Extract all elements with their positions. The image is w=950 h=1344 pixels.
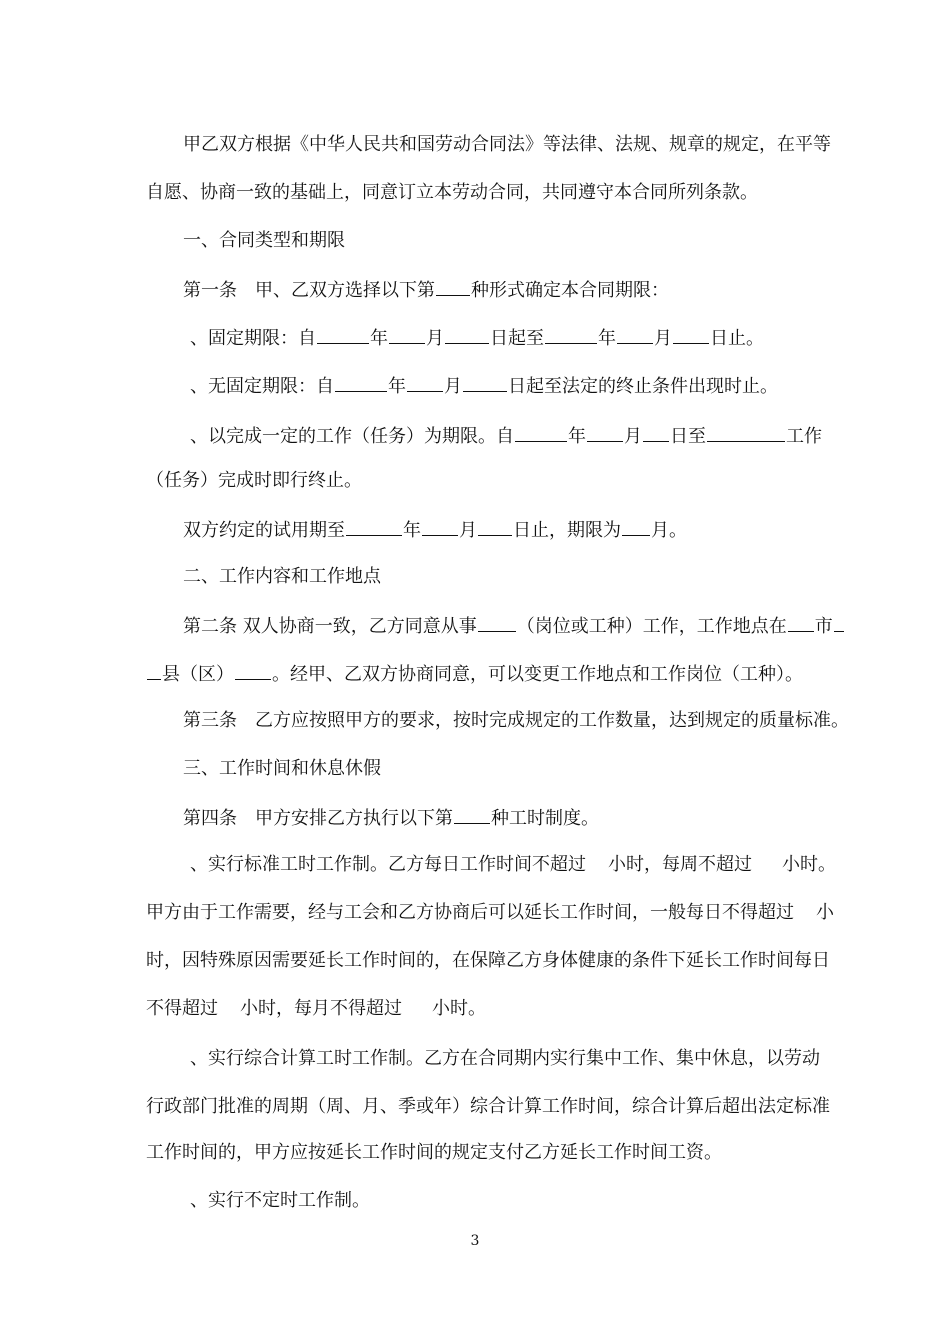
text: 第一条 甲、乙双方选择以下第 <box>183 280 435 301</box>
text: 小时，每月不得超过 <box>240 998 402 1019</box>
blank-field <box>147 662 161 680</box>
blank-field <box>478 518 512 536</box>
blank-field <box>478 614 516 632</box>
text: 第四条 甲方安排乙方执行以下第 <box>183 808 453 829</box>
text: 日起至法定的终止条件出现时止。 <box>508 376 778 397</box>
standard-hours-line-4 <box>146 998 486 1020</box>
text: 、固定期限：自 <box>190 328 316 349</box>
blank-field <box>454 806 490 824</box>
blank-field <box>445 326 489 344</box>
blank-field <box>389 326 425 344</box>
text: 、实行不定时工作制。 <box>190 1190 370 1211</box>
text: 月。 <box>651 520 687 541</box>
blank-field <box>643 424 669 442</box>
heading-text: 二、工作内容和工作地点 <box>183 566 381 587</box>
standard-hours-line-3 <box>146 950 830 972</box>
option-fixed-term <box>190 326 764 350</box>
text: 工作时间的，甲方应按延长工作时间的规定支付乙方延长工作时间工资。 <box>146 1142 722 1163</box>
text: 市 <box>814 616 833 637</box>
text: 年 <box>568 426 586 447</box>
text: 县（区） <box>162 664 234 685</box>
text: 日起至 <box>490 328 544 349</box>
comprehensive-hours-line-1 <box>190 1048 820 1070</box>
text: 小时。 <box>432 998 486 1019</box>
text: 月 <box>624 426 642 447</box>
text: 甲方由于工作需要，经与工会和乙方协商后可以延长工作时间，一般每日不得超过 <box>146 902 794 923</box>
text: 不得超过 <box>146 998 218 1019</box>
article-2-line-2 <box>146 662 803 686</box>
text: 月 <box>444 376 462 397</box>
blank-field <box>707 424 785 442</box>
blank-field <box>346 518 402 536</box>
text: 年 <box>403 520 421 541</box>
text: 月 <box>459 520 477 541</box>
standard-hours-line-2 <box>146 902 834 924</box>
text: 自愿、协商一致的基础上，同意订立本劳动合同，共同遵守本合同所列条款。 <box>146 182 758 203</box>
article-2 <box>183 614 845 638</box>
blank-field <box>788 614 814 632</box>
text: 月 <box>426 328 444 349</box>
text: 小 <box>816 902 834 923</box>
standard-hours-line-1 <box>190 854 836 876</box>
option-task-based-line-2 <box>146 470 362 492</box>
option-open-ended <box>190 374 778 398</box>
text: 第三条 乙方应按照甲方的要求，按时完成规定的工作数量，达到规定的质量标准。 <box>183 710 849 731</box>
blank-field <box>673 326 709 344</box>
blank-field <box>235 662 271 680</box>
blank-field <box>515 424 567 442</box>
blank-field <box>587 424 623 442</box>
text: 甲乙双方根据《中华人民共和国劳动合同法》等法律、法规、规章的规定，在平等 <box>183 134 831 155</box>
paragraph-intro-line-1 <box>183 134 831 156</box>
heading-text: 一、合同类型和期限 <box>183 230 345 251</box>
blank-field <box>335 374 387 392</box>
paragraph-intro-line-2 <box>146 182 758 204</box>
article-3 <box>183 710 849 732</box>
comprehensive-hours-line-3 <box>146 1142 722 1164</box>
page-number: 3 <box>470 1233 480 1249</box>
section-heading-3 <box>183 758 381 780</box>
text: 、无固定期限：自 <box>190 376 334 397</box>
text: 日止，期限为 <box>513 520 621 541</box>
text: 时，因特殊原因需要延长工作时间的，在保障乙方身体健康的条件下延长工作时间每日 <box>146 950 830 971</box>
blank-field <box>407 374 443 392</box>
text: 小时。 <box>782 854 836 875</box>
option-task-based <box>190 424 822 448</box>
article-4 <box>183 806 599 830</box>
text: 、以完成一定的工作（任务）为期限。自 <box>190 426 514 447</box>
text: 双方约定的试用期至 <box>183 520 345 541</box>
blank-field <box>545 326 597 344</box>
text: 种形式确定本合同期限： <box>471 280 669 301</box>
blank-field <box>834 614 844 632</box>
text: 、实行综合计算工时工作制。乙方在合同期内实行集中工作、集中休息，以劳动 <box>190 1048 820 1069</box>
blank-field <box>436 278 470 296</box>
section-heading-2 <box>183 566 381 588</box>
text: 日止。 <box>710 328 764 349</box>
flexible-hours <box>190 1190 370 1212</box>
blank-field <box>317 326 369 344</box>
text: （任务）完成时即行终止。 <box>146 470 362 491</box>
text: 第二条 双人协商一致，乙方同意从事 <box>183 616 477 637</box>
text: 小时，每周不超过 <box>608 854 752 875</box>
blank-field <box>463 374 507 392</box>
text: 年 <box>598 328 616 349</box>
text: 行政部门批准的周期（周、月、季或年）综合计算工作时间，综合计算后超出法定标准 <box>146 1096 830 1117</box>
text: （岗位或工种）工作，工作地点在 <box>516 616 787 637</box>
blank-field <box>422 518 458 536</box>
blank-field <box>617 326 653 344</box>
text: 年 <box>388 376 406 397</box>
blank-field <box>622 518 650 536</box>
text: 月 <box>654 328 672 349</box>
probation-period <box>183 518 687 542</box>
text: 。经甲、乙双方协商同意，可以变更工作地点和工作岗位（工种）。 <box>272 664 803 685</box>
text: 日至 <box>670 426 706 447</box>
comprehensive-hours-line-2 <box>146 1096 830 1118</box>
text: 、实行标准工时工作制。乙方每日工作时间不超过 <box>190 854 586 875</box>
article-1 <box>183 278 669 302</box>
text: 年 <box>370 328 388 349</box>
text: 种工时制度。 <box>491 808 599 829</box>
section-heading-1 <box>183 230 345 252</box>
heading-text: 三、工作时间和休息休假 <box>183 758 381 779</box>
text: 工作 <box>786 426 822 447</box>
